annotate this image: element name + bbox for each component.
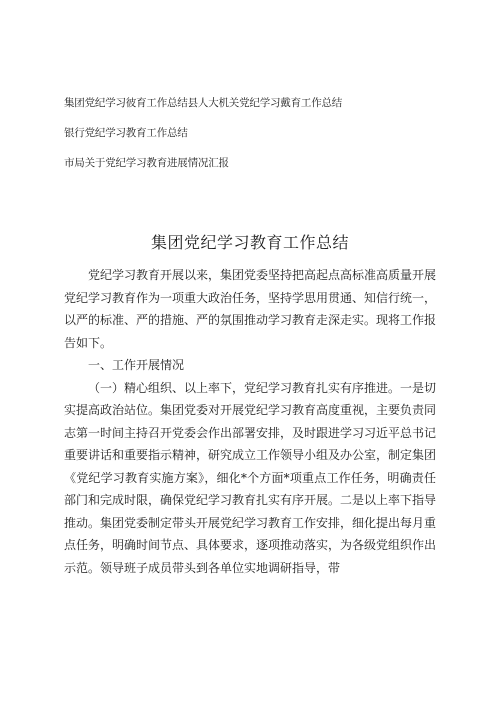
related-link-3[interactable]: 市局关于党纪学习教育进展情况汇报	[64, 157, 229, 169]
related-links	[64, 96, 464, 186]
document-title: 集团党纪学习教育工作总结	[150, 233, 349, 252]
intro-paragraph: 党纪学习教育开展以来，集团党委坚持把高起点高标准高质量开展党纪学习教育作为一项重大政治任务，坚持学思用贯通、知信行统一，以严的标准、严的措施、严的氛围推动学习教育走深走实。现将工作报告如下。	[64, 268, 437, 350]
related-link-1[interactable]: 集团党纪学习彼育工作总结县人大机关党纪学习戴育工作总结	[64, 97, 343, 109]
body-paragraph: （一）精心组织、以上率下，党纪学习教育扎实有序推进。一是切实提高政治站位。集团党委对开展党纪学习教育高度重视，主要负责同志第一时间主持召开党委会作出部署安排，及时跟进学习习近平总书记重要讲话和重要指示精神，研究成立工作领导小组及办公室，制定集团《党纪学习教育实施方案》，细化*个方面*项重点工作任务，明确责任部门和完成时限，确保党纪学习教育扎实有序开展。二是以上率下指导推动。集团党委制定带头开展党纪学习教育工作安排，细化提出每月重点任务，明确时间节点、具体要求，逐项推动落实，为各级党组织作出示范。领导班子成员带头到各单位实地调研指导，带	[64, 380, 437, 575]
related-link-2[interactable]: 银行党纪学习教育工作总结	[64, 127, 188, 139]
document-body	[64, 264, 436, 579]
section-heading: 一、工作开展情况	[88, 358, 185, 372]
